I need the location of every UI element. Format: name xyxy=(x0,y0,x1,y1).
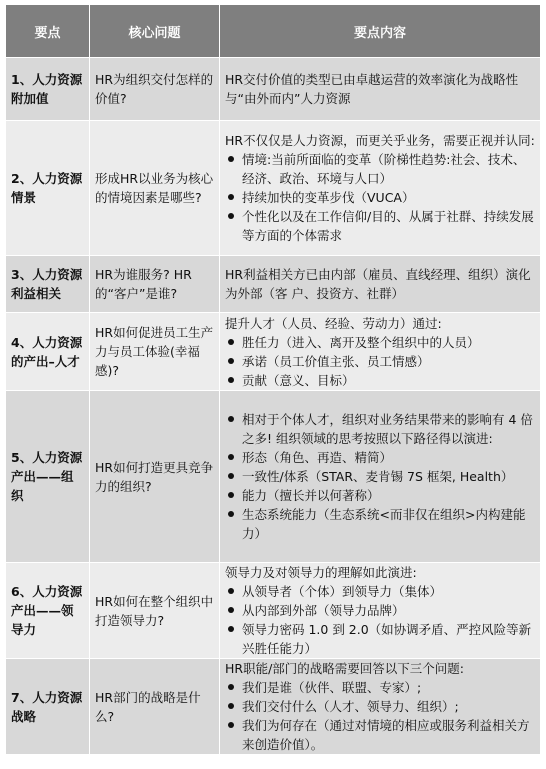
hr-points-table xyxy=(5,4,541,755)
point-cell: 4、人力资源的产出–人才 xyxy=(6,313,90,391)
bullet-item: 我们交付什么（人才、领导力、组织）; xyxy=(225,697,535,716)
content-intro: 领导力及对领导力的理解如此演进: xyxy=(225,565,417,580)
question-cell: HR部门的战略是什么? xyxy=(90,659,220,755)
bullet-item: 能力（擅长并以何著称） xyxy=(225,486,535,505)
table-row xyxy=(6,391,541,563)
point-cell: 1、人力资源附加值 xyxy=(6,58,90,121)
bullet-item: 形态（角色、再造、精简） xyxy=(225,448,535,467)
table-row xyxy=(6,659,541,755)
content-cell xyxy=(220,563,541,659)
bullet-item: 贡献（意义、目标） xyxy=(225,371,535,390)
point-cell: 3、人力资源利益相关 xyxy=(6,256,90,313)
content-intro: 提升人才（人员、经验、劳动力）通过: xyxy=(225,315,442,331)
question-cell: HR为谁服务? HR的“客户”是谁? xyxy=(90,256,220,313)
table-row xyxy=(6,256,541,313)
bullet-item: 持续加快的变革步伐（VUCA） xyxy=(225,188,535,207)
bullet-item: 生态系统能力（生态系统<而非仅在组织>内构建能力） xyxy=(225,505,535,543)
content-cell xyxy=(220,391,541,563)
point-cell: 7、人力资源战略 xyxy=(6,659,90,755)
question-cell: HR如何在整个组织中打造领导力? xyxy=(90,563,220,659)
bullet-item: 相对于个体人才，组织对业务结果带来的影响有 4 倍之多! 组织领域的思考按照以下路径得以演进: xyxy=(225,410,535,448)
question-cell: HR如何促进员工生产力与员工体验(幸福感)? xyxy=(90,313,220,391)
content-cell xyxy=(220,313,541,391)
bullet-list xyxy=(225,678,535,754)
table-row xyxy=(6,121,541,256)
table-row xyxy=(6,563,541,659)
bullet-item: 情境:当前所面临的变革（阶梯性趋势:社会、技术、经济、政治、环境与人口） xyxy=(225,150,535,188)
content-intro: HR利益相关方已由内部（雇员、直线经理、组织）演化为外部（客 户、投资方、社群） xyxy=(225,267,531,301)
question-cell: HR为组织交付怎样的价值? xyxy=(90,58,220,121)
content-cell xyxy=(220,58,541,121)
bullet-list xyxy=(225,150,535,245)
question-cell: 形成HR以业务为核心的情境因素是哪些? xyxy=(90,121,220,256)
content-intro: HR交付价值的类型已由卓越运营的效率演化为战略性与“由外而内”人力资源 xyxy=(225,72,519,106)
header-row xyxy=(6,5,541,58)
bullet-list xyxy=(225,410,535,543)
point-cell: 6、人力资源产出——领导力 xyxy=(6,563,90,659)
bullet-item: 从内部到外部（领导力品牌） xyxy=(225,601,535,620)
content-intro: HR不仅仅是人力资源，而更关乎业务，需要正视并认同: xyxy=(225,133,535,148)
header-point: 要点 xyxy=(6,5,90,58)
content-cell xyxy=(220,256,541,313)
bullet-item: 承诺（员工价值主张、员工情感） xyxy=(225,352,535,371)
question-cell: HR如何打造更具竞争力的组织? xyxy=(90,391,220,563)
bullet-item: 我们是谁（伙伴、联盟、专家）; xyxy=(225,678,535,697)
bullet-item: 胜任力（进入、离开及整个组织中的人员） xyxy=(225,333,535,352)
bullet-item: 领导力密码 1.0 到 2.0（如协调矛盾、严控风险等新兴胜任能力） xyxy=(225,620,535,658)
bullet-item: 个性化以及在工作信仰/目的、从属于社群、持续发展等方面的个体需求 xyxy=(225,207,535,245)
bullet-item: 从领导者（个体）到领导力（集体） xyxy=(225,582,535,601)
bullet-list xyxy=(225,582,535,658)
table-row xyxy=(6,58,541,121)
bullet-list xyxy=(225,333,535,390)
content-cell xyxy=(220,659,541,755)
point-cell: 2、人力资源情景 xyxy=(6,121,90,256)
point-cell: 5、人力资源产出——组织 xyxy=(6,391,90,563)
content-intro: HR职能/部门的战略需要回答以下三个问题: xyxy=(225,661,465,676)
bullet-item: 一致性/体系（STAR、麦肯锡 7S 框架, Health） xyxy=(225,467,535,486)
bullet-item: 我们为何存在（通过对情境的相应或服务利益相关方来创造价值）。 xyxy=(225,716,535,754)
content-cell xyxy=(220,121,541,256)
header-question: 核心问题 xyxy=(90,5,220,58)
header-content: 要点内容 xyxy=(220,5,541,58)
table-row xyxy=(6,313,541,391)
